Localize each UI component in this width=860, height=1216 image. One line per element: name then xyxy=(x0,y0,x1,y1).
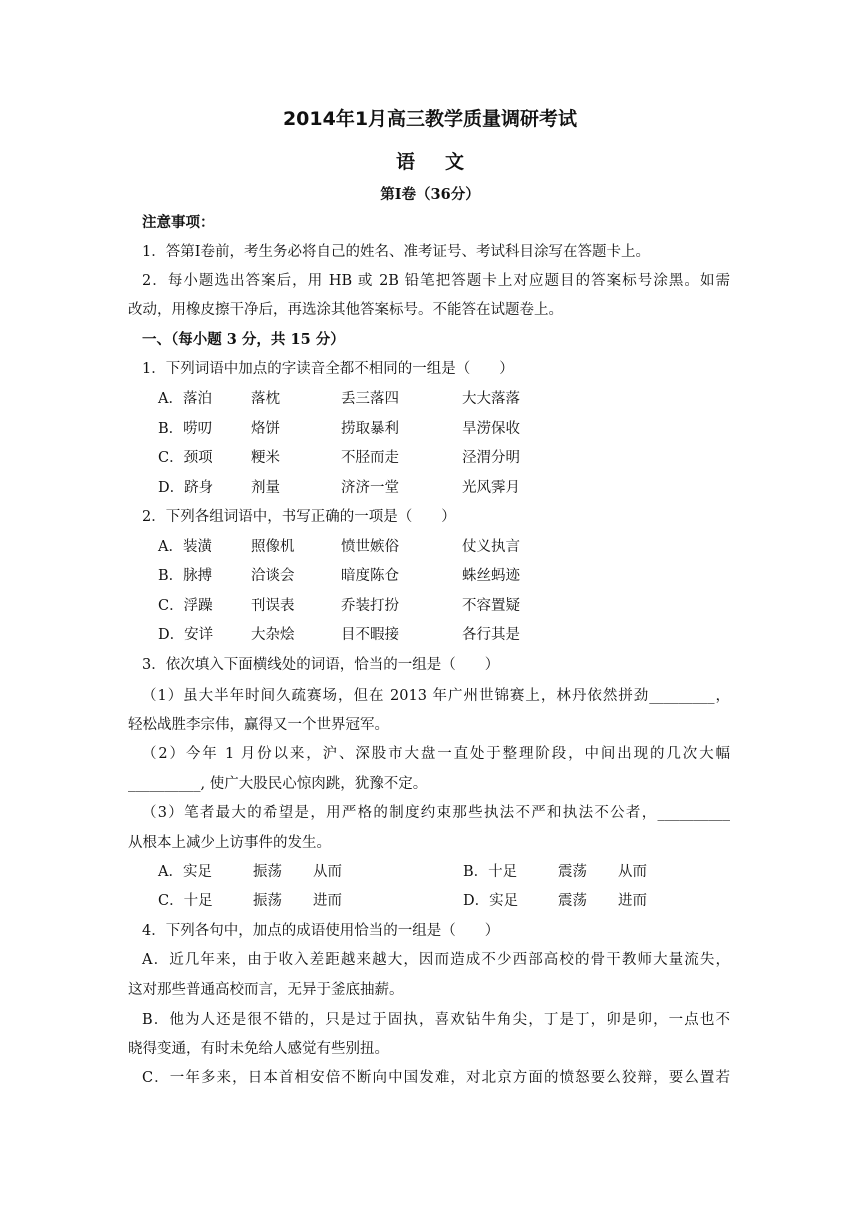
option-cell: 丢三落四 xyxy=(341,391,399,407)
q4-option-c-line-1: C．一年多来，日本首相安倍不断向中国发难，对北京方面的愤怒要么狡辩，要么置若 xyxy=(142,1070,730,1086)
answer-cell: C．十足 xyxy=(158,893,213,909)
option-cell: 大杂烩 xyxy=(251,627,295,643)
option-cell: 不容置疑 xyxy=(462,598,520,614)
option-cell: 捞取暴利 xyxy=(341,421,399,437)
part-heading: 第Ⅰ卷（36分） xyxy=(380,186,480,203)
option-cell: B．唠叨 xyxy=(158,421,213,437)
option-cell: A．落泊 xyxy=(158,391,212,407)
answer-cell: A．实足 xyxy=(158,864,212,880)
q3-sentence-2-line-2: __________, 使广大股民心惊肉跳，犹豫不定。 xyxy=(128,776,428,792)
option-cell: B．脉搏 xyxy=(158,568,213,584)
option-cell: 济济一堂 xyxy=(341,480,399,496)
q3-sentence-2-line-1: （2）今年 1 月份以来，沪、深股市大盘一直处于整理阶段，中间出现的几次大幅 xyxy=(142,746,730,762)
q4-option-b-line-1: B．他为人还是很不错的，只是过于固执，喜欢钻牛角尖，丁是丁，卯是卯，一点也不 xyxy=(142,1012,730,1028)
answer-cell: 振荡 xyxy=(253,864,282,880)
q3-sentence-1-line-1: （1）虽大半年时间久疏赛场，但在 2013 年广州世锦赛上，林丹依然拼劲_________， xyxy=(142,688,730,704)
option-cell: 乔装打扮 xyxy=(341,598,399,614)
q3-sentence-3-line-2: 从根本上减少上访事件的发生。 xyxy=(128,835,331,851)
option-cell: 刊误表 xyxy=(251,598,295,614)
q4-option-a-line-2: 这对那些普通高校而言，无异于釜底抽薪。 xyxy=(128,982,404,998)
q1-stem: 1．下列词语中加点的字读音全都不相同的一组是（ ） xyxy=(142,361,514,377)
answer-cell: D．实足 xyxy=(463,893,519,909)
section-1-heading: 一、（每小题 3 分，共 15 分） xyxy=(142,331,345,348)
option-cell: 粳米 xyxy=(251,450,280,466)
q4-stem: 4．下列各句中，加点的成语使用恰当的一组是（ ） xyxy=(142,923,500,939)
answer-cell: 进而 xyxy=(618,893,647,909)
q3-sentence-1-line-2: 轻松战胜李宗伟，赢得又一个世界冠军。 xyxy=(128,717,389,733)
option-cell: 大大落落 xyxy=(462,391,520,407)
q2-stem: 2．下列各组词语中，书写正确的一项是（ ） xyxy=(142,509,456,525)
option-cell: 蛛丝蚂迹 xyxy=(462,568,520,584)
q4-option-a-line-1: A．近几年来，由于收入差距越来越大，因而造成不少西部高校的骨干教师大量流失， xyxy=(142,952,730,968)
option-cell: 光风霁月 xyxy=(462,480,520,496)
option-cell: C．颈项 xyxy=(158,450,213,466)
answer-cell: 从而 xyxy=(313,864,342,880)
option-cell: 泾渭分明 xyxy=(462,450,520,466)
option-cell: 剂量 xyxy=(251,480,280,496)
option-cell: D．跻身 xyxy=(158,480,214,496)
option-cell: 照像机 xyxy=(251,539,295,555)
option-cell: 仗义执言 xyxy=(462,539,520,555)
option-cell: 落枕 xyxy=(251,391,280,407)
answer-cell: 振荡 xyxy=(253,893,282,909)
option-cell: 暗度陈仓 xyxy=(341,568,399,584)
answer-cell: 进而 xyxy=(313,893,342,909)
q3-sentence-3-line-1: （3）笔者最大的希望是，用严格的制度约束那些执法不严和执法不公者，__________ xyxy=(142,805,730,821)
option-cell: 不胫而走 xyxy=(341,450,399,466)
note-2-line-2: 改动，用橡皮擦干净后，再选涂其他答案标号。不能答在试题卷上。 xyxy=(128,302,563,318)
option-cell: 愤世嫉俗 xyxy=(341,539,399,555)
option-cell: A．装潢 xyxy=(158,539,212,555)
q3-stem: 3．依次填入下面横线处的词语，恰当的一组是（ ） xyxy=(142,657,500,673)
answer-cell: B．十足 xyxy=(463,864,518,880)
answer-cell: 震荡 xyxy=(558,893,587,909)
notes-heading: 注意事项： xyxy=(142,214,215,231)
option-cell: C．浮躁 xyxy=(158,598,213,614)
option-cell: 洽谈会 xyxy=(251,568,295,584)
note-1: 1．答第Ⅰ卷前，考生务必将自己的姓名、准考证号、考试科目涂写在答题卡上。 xyxy=(142,244,650,260)
option-cell: 旱涝保收 xyxy=(462,421,520,437)
option-cell: 烙饼 xyxy=(251,421,280,437)
answer-cell: 从而 xyxy=(618,864,647,880)
option-cell: D．安详 xyxy=(158,627,214,643)
subject-title: 语文 xyxy=(395,151,494,173)
answer-cell: 震荡 xyxy=(558,864,587,880)
q4-option-b-line-2: 晓得变通，有时未免给人感觉有些别扭。 xyxy=(128,1041,389,1057)
option-cell: 目不暇接 xyxy=(341,627,399,643)
note-2-line-1: 2．每小题选出答案后，用 HB 或 2B 铅笔把答题卡上对应题目的答案标号涂黑。如需 xyxy=(142,273,730,289)
exam-title: 2014年1月高三教学质量调研考试 xyxy=(282,108,578,130)
option-cell: 各行其是 xyxy=(462,627,520,643)
